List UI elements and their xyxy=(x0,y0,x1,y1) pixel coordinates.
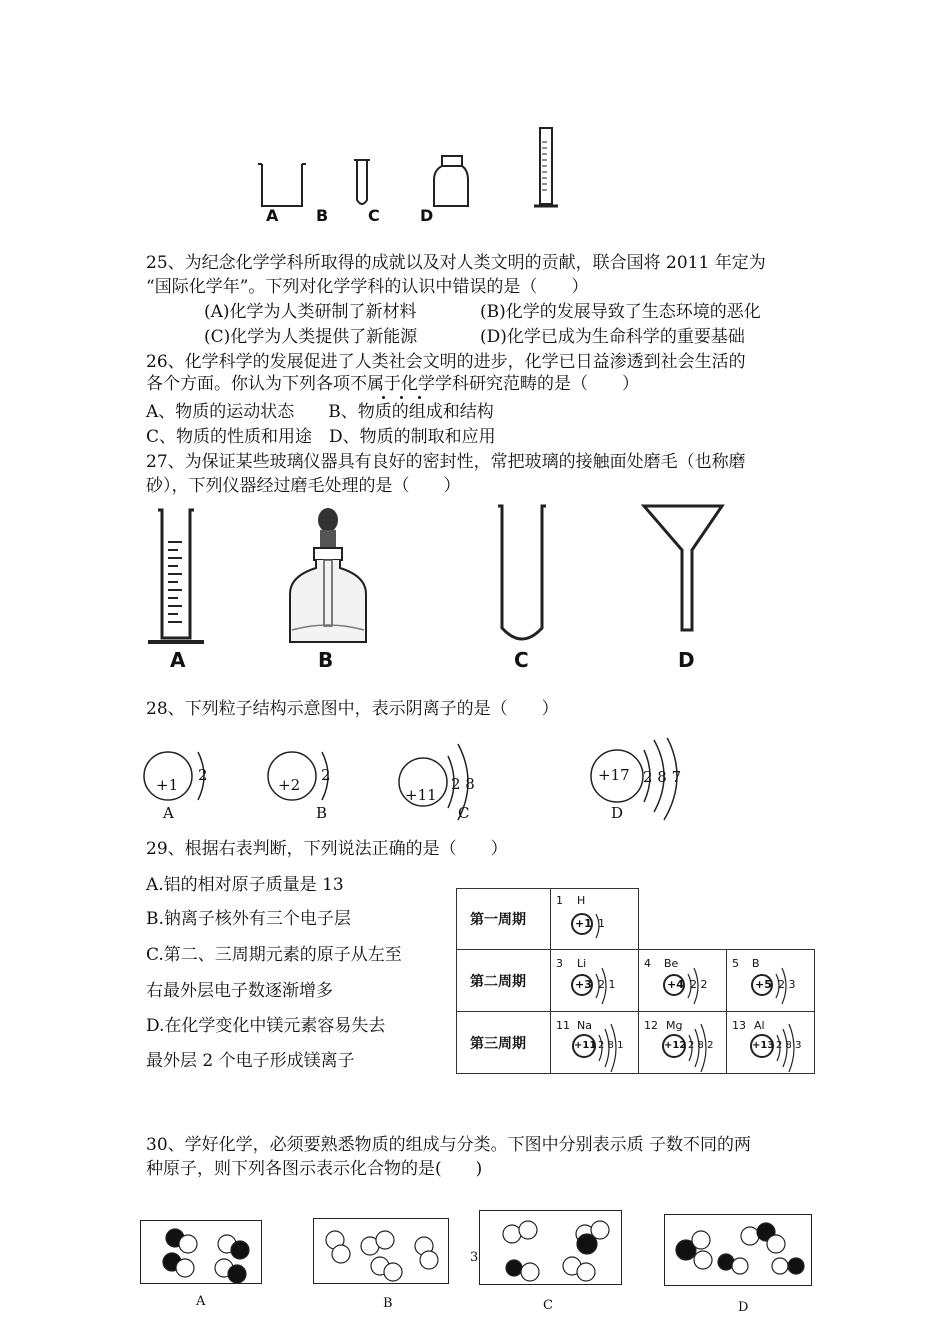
q27-line2: 砂），下列仪器经过磨毛处理的是（ ） xyxy=(146,476,461,496)
q30-particle-diagrams xyxy=(140,1210,820,1290)
q27-label-d: D xyxy=(678,648,695,672)
q30-label-a: A xyxy=(196,1294,206,1309)
q27-label-c: C xyxy=(514,648,529,672)
q28-d-label: D xyxy=(611,804,624,822)
element-mg-symbol: Mg xyxy=(666,1019,683,1032)
element-mg-electrons: 2 8 2 xyxy=(688,1040,714,1051)
element-h-symbol: H xyxy=(577,894,586,907)
q27-line1: 27、为保证某些玻璃仪器具有良好的密封性，常把玻璃的接触面处磨毛（也称磨 xyxy=(146,452,746,472)
q29-option-d2: 最外层 2 个电子形成镁离子 xyxy=(146,1051,355,1071)
element-na-nucleus: +11 xyxy=(574,1040,597,1051)
q25-option-d: (D)化学已成为生命科学的重要基础 xyxy=(480,327,745,347)
element-al-symbol: Al xyxy=(754,1019,765,1032)
emphasis-dot xyxy=(400,396,403,399)
q25-option-a: (A)化学为人类研制了新材料 xyxy=(204,302,417,322)
q25-option-c: (C)化学为人类提供了新能源 xyxy=(204,327,418,347)
q27-apparatus-figure xyxy=(140,502,740,652)
q28-b-nucleus: +2 xyxy=(278,776,301,794)
q28-b-electrons: 2 xyxy=(321,766,331,784)
q28-c-electrons: 2 8 xyxy=(451,775,475,793)
period-2-label: 第二周期 xyxy=(470,974,526,990)
q25-line2: “国际化学年”。下列对化学学科的认识中错误的是（ ） xyxy=(146,277,589,297)
q30-label-c: C xyxy=(543,1298,553,1313)
element-mg-nucleus: +12 xyxy=(664,1040,687,1051)
top-label-a: A xyxy=(266,206,279,225)
q26-line1: 26、化学科学的发展促进了人类社会文明的进步，化学已日益渗透到社会生活的 xyxy=(146,352,746,372)
period-1-label: 第一周期 xyxy=(470,912,526,928)
q30-line2: 种原子，则下列各图示表示化合物的是( ) xyxy=(146,1159,483,1179)
element-be-number: 4 xyxy=(644,957,651,970)
element-be-nucleus: +4 xyxy=(667,978,684,991)
element-na-number: 11 xyxy=(556,1019,570,1032)
element-b-number: 5 xyxy=(732,957,739,970)
element-li-nucleus: +3 xyxy=(575,978,592,991)
element-h-electrons: 1 xyxy=(598,917,605,930)
q29-option-c2: 右最外层电子数逐渐增多 xyxy=(146,981,333,1001)
q30-label-d: D xyxy=(738,1300,749,1315)
element-h-number: 1 xyxy=(556,894,563,907)
q28-a-label: A xyxy=(163,804,174,822)
q25-line1: 25、为纪念化学学科所取得的成就以及对人类文明的贡献，联合国将 2011 年定为 xyxy=(146,253,766,273)
top-label-c: C xyxy=(368,206,380,225)
element-be-symbol: Be xyxy=(664,957,679,970)
q29-option-c1: C.第二、三周期元素的原子从左至 xyxy=(146,945,402,965)
q30-line1: 30、学好化学，必须要熟悉物质的组成与分类。下图中分别表示质 子数不同的两 xyxy=(146,1135,752,1155)
q29-option-d1: D.在化学变化中镁元素容易失去 xyxy=(146,1016,386,1036)
element-mg-number: 12 xyxy=(644,1019,658,1032)
element-na-electrons: 2 8 1 xyxy=(598,1040,624,1051)
q29-line1: 29、根据右表判断，下列说法正确的是（ ） xyxy=(146,839,508,859)
element-b-nucleus: +5 xyxy=(755,978,772,991)
q28-c-nucleus: +11 xyxy=(405,786,437,804)
element-na-symbol: Na xyxy=(577,1019,592,1032)
emphasis-dot xyxy=(382,396,385,399)
page-number: 3 xyxy=(470,1250,479,1265)
element-li-number: 3 xyxy=(556,957,563,970)
element-b-electrons: 2 3 xyxy=(778,978,796,991)
q26-options-cd: C、物质的性质和用途 D、物质的制取和应用 xyxy=(146,427,496,447)
q25-option-b: (B)化学的发展导致了生态环境的恶化 xyxy=(480,302,761,322)
q28-c-label: C xyxy=(458,804,470,822)
q27-label-b: B xyxy=(318,648,334,672)
top-apparatus-figure xyxy=(250,120,580,212)
q28-a-electrons: 2 xyxy=(198,766,208,784)
top-label-b: B xyxy=(316,206,329,225)
element-al-number: 13 xyxy=(732,1019,746,1032)
element-b-symbol: B xyxy=(752,957,760,970)
q28-b-label: B xyxy=(316,804,328,822)
emphasis-dot xyxy=(418,396,421,399)
element-al-nucleus: +13 xyxy=(752,1040,775,1051)
top-label-d: D xyxy=(420,206,434,225)
q28-line1: 28、下列粒子结构示意图中，表示阴离子的是（ ） xyxy=(146,699,559,719)
element-al-electrons: 2 8 3 xyxy=(776,1040,802,1051)
element-be-electrons: 2 2 xyxy=(690,978,708,991)
q29-option-a: A.铝的相对原子质量是 13 xyxy=(146,875,344,895)
q28-d-nucleus: +17 xyxy=(598,766,630,784)
q26-options-ab: A、物质的运动状态 B、物质的组成和结构 xyxy=(146,402,494,422)
element-li-symbol: Li xyxy=(577,957,587,970)
q28-d-electrons: 2 8 7 xyxy=(643,768,682,786)
q28-a-nucleus: +1 xyxy=(156,776,179,794)
q30-label-b: B xyxy=(383,1296,393,1311)
period-3-label: 第三周期 xyxy=(470,1036,526,1052)
q29-option-b: B.钠离子核外有三个电子层 xyxy=(146,909,351,929)
element-li-electrons: 2 1 xyxy=(598,978,616,991)
q26-line2: 各个方面。你认为下列各项不属于化学学科研究范畴的是（ ） xyxy=(146,374,639,394)
q27-label-a: A xyxy=(170,648,186,672)
element-h-nucleus: +1 xyxy=(575,917,592,930)
